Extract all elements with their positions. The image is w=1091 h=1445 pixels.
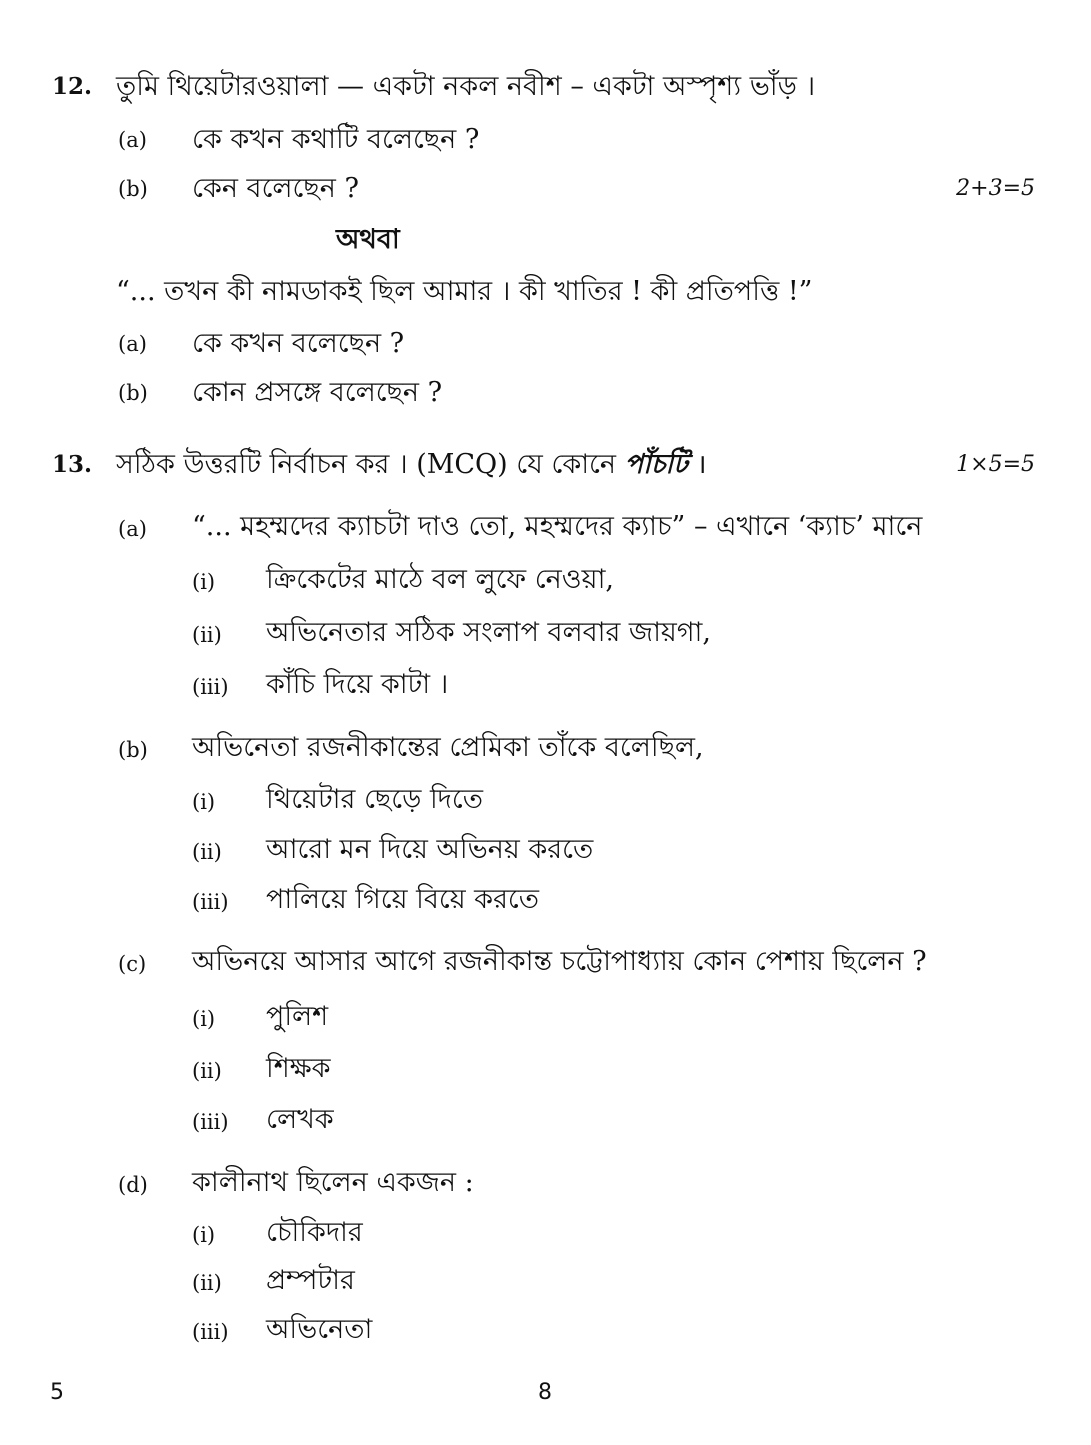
- q13-d-option-text: চৌকিদার: [266, 1217, 363, 1248]
- question-13-emphasis: পাঁচটি: [624, 449, 688, 480]
- q12-alt-a-label: (a): [118, 332, 147, 356]
- question-12-number: 12.: [52, 73, 93, 100]
- q12-alt-b-text: কোন প্রসঙ্গে বলেছেন ?: [192, 377, 443, 408]
- q13-d-option-label: (ii): [192, 1271, 222, 1295]
- q13-b-option-text: আরো মন দিয়ে অভিনয় করতে: [266, 834, 594, 865]
- q13-b-option-label: (ii): [192, 840, 222, 864]
- q13-a-label: (a): [118, 517, 147, 541]
- q13-c-label: (c): [118, 952, 147, 976]
- or-heading: অথবা: [336, 224, 400, 255]
- q13-a-option-text: ক্রিকেটের মাঠে বল লুফে নেওয়া,: [266, 564, 614, 595]
- q13-marks: 1×5=5: [956, 452, 1035, 477]
- question-13-number: 13.: [52, 451, 93, 478]
- q13-b-option-label: (i): [192, 790, 216, 814]
- q13-c-option-label: (i): [192, 1007, 216, 1031]
- question-12-text: তুমি থিয়েটারওয়ালা — একটা নকল নবীশ – একটা অস্পৃশ্য ভাঁড় ।: [116, 71, 816, 102]
- q13-a-option-text: কাঁচি দিয়ে কাটা ।: [266, 669, 449, 700]
- q12-alt-quote: “... তখন কী নামডাকই ছিল আমার । কী খাতির ! কী প্রতিপত্তি !”: [116, 276, 813, 307]
- q13-a-option-label: (iii): [192, 675, 229, 699]
- q13-c-question: অভিনয়ে আসার আগে রজনীকান্ত চট্টোপাধ্যায় কোন পেশায় ছিলেন ?: [192, 946, 927, 977]
- q12-b-text: কেন বলেছেন ?: [192, 173, 359, 204]
- q12-a-text: কে কখন কথাটি বলেছেন ?: [192, 124, 480, 155]
- q12-alt-a-text: কে কখন বলেছেন ?: [192, 328, 405, 359]
- q13-a-option-text: অভিনেতার সঠিক সংলাপ বলবার জায়গা,: [266, 617, 711, 648]
- q13-b-label: (b): [118, 738, 148, 762]
- page-number: 8: [538, 1380, 552, 1405]
- q13-d-question: কালীনাথ ছিলেন একজন :: [192, 1167, 474, 1198]
- q12-b-label: (b): [118, 177, 148, 201]
- q13-c-option-label: (ii): [192, 1059, 222, 1083]
- q12-a-label: (a): [118, 128, 147, 152]
- q12-marks: 2+3=5: [956, 176, 1035, 201]
- q13-c-option-label: (iii): [192, 1110, 229, 1134]
- q13-b-option-text: থিয়েটার ছেড়ে দিতে: [266, 784, 483, 815]
- question-13-instruction: সঠিক উত্তরটি নির্বাচন কর । (MCQ) যে কোনে: [116, 449, 617, 480]
- q13-c-option-text: পুলিশ: [266, 1001, 329, 1032]
- q12-alt-b-label: (b): [118, 381, 148, 405]
- q13-d-option-text: অভিনেতা: [266, 1314, 373, 1345]
- q13-a-option-label: (i): [192, 570, 216, 594]
- q13-d-option-label: (i): [192, 1223, 216, 1247]
- q13-a-question: “... মহম্মদের ক্যাচটা দাও তো, মহম্মদের ক্যাচ” – এখানে ‘ক্যাচ’ মানে: [192, 511, 923, 542]
- q13-c-option-text: শিক্ষক: [266, 1053, 331, 1084]
- q13-d-option-text: প্রম্পটার: [266, 1265, 355, 1296]
- q13-b-option-text: পালিয়ে গিয়ে বিয়ে করতে: [266, 884, 540, 915]
- q13-b-question: অভিনেতা রজনীকান্তের প্রেমিকা তাঁকে বলেছিল,: [192, 732, 704, 763]
- question-13-text: [116, 449, 707, 481]
- q13-a-option-label: (ii): [192, 623, 222, 647]
- q13-d-option-label: (iii): [192, 1320, 229, 1344]
- q13-d-label: (d): [118, 1173, 148, 1197]
- q13-b-option-label: (iii): [192, 890, 229, 914]
- page-code: 5: [50, 1380, 64, 1405]
- q13-c-option-text: লেখক: [266, 1104, 334, 1135]
- question-13-end: ।: [687, 449, 707, 480]
